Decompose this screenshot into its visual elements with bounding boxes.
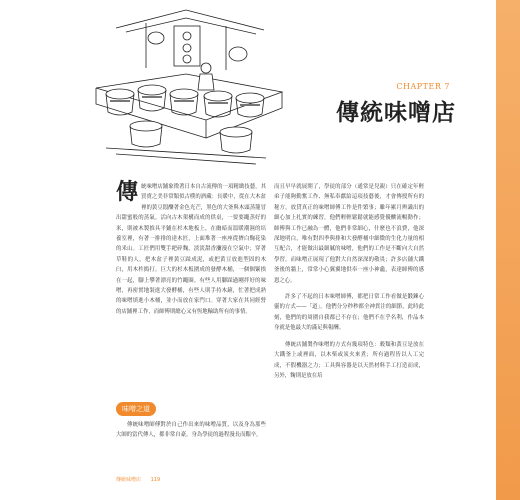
body-paragraph-3: 許多了不起的日本味噌師傅，都把日常工作看做是鍛鍊心靈的方式——「道」。他們分分秒秒都全神貫注的細節，此時此刻，他們的的周圍自我都已不存在；他們不在乎名利，作品本身就是他最大的滿足與報酬。 [274,294,424,332]
page-footer [116,476,160,483]
body-paragraph-1: 統味噌店鋪象徵著日本自古流傳的一項精緻技藝，其買賣之美非常類似古樸的酒藏：長暖中，從在大木盆裡的黃豆悶釀著金色光芒，黑色的大釜與木頭蒸籠冒出甜蜜般的蒸氣。活向古木架構而成的供桌，一要要繩蒸好的米，則被木製推具平鋪在杉木地板上，在幽暗而溫暖潮濕的培養室裡，有著一排排的達木匠，上面堆著一座座從擠白麴花染的米山。工匠們用雙手耙碎麴，淡淡甜香瀰漫在空氣中；穿著草鞋的人，把木盆子裡黃豆踩成泥，或把黃豆放進型固的木臼，用木杵搗打。巨大的杉木板圍成的發酵木桶，一個個緊挨在一起，腳上攀著漂亮的竹繩圈。有些人用腳踩過剛拌好的味噌，再密實地裝進大發酵桶，有些人則手持木鏟，忙著把成熟的味噌填進小木桶，並小而放在家門口。穿著大家在其同經營的店鋪裡工作，而師傅則總心又有恆地輸助所有的事情。 [116,184,266,315]
page-title: 傳統味噌店 [336,100,456,126]
body-column-left-2 [116,420,266,441]
footer-book-title: 傳統味噌店 [116,477,142,483]
drop-cap: 傳 [116,180,139,205]
page-number: 119 [150,477,161,483]
section-label: 味噌之道 [116,402,156,416]
page-edge-bar [496,0,520,500]
chapter-label: CHAPTER 7 [396,82,450,91]
body-paragraph-section: 傳統味噌師傅對於自己作出來的味噌品質，以及身為那些大師的當代傳人，都非常自豪，身為學徒的過程漫長而艱辛， [116,422,266,439]
body-paragraph-4: 傳統店鋪製作味噌的方式有幾項特色：穀類和黃豆是放在大鐵釜上或裡面，以木柴或炭火來煮；所有過程皆以人工完成，不假機器之力；工具與容器是以天然材料手工打造而成，另外，麴則是放在培 [274,341,424,379]
miso-shop-illustration [86,8,286,170]
body-paragraph-2: 而且早早就展開了，學徒的部分（通常是兒親）只在確定年輕弟子能夠勤奮工作、無私奉獻給這項技藝後，才會傳授所有的秘方。放貸真正的味噌師傅工作是件繁事；雖年累月辨識出的細心加上扎實的練習，他們輕輕鬆鬆就能感覺優釀流暢動作；師傅與工作已融為一體，他們非常細心，什麼也不浪費，他深深地明白，唯有對四季與排和大發酵桶中細微的生化力量的相互配合，才能做出最細膩的味噌，他們的工作是不斷向大自然學習，而味噌正展現了他對大自然深深的敬畏；許多店舖大鐵釜後的牆上，常常小心翼翼地供奉一座小神龕，表達師傅的感恩之心。 [274,184,424,284]
body-column-left [116,182,266,317]
body-column-right [274,182,424,381]
